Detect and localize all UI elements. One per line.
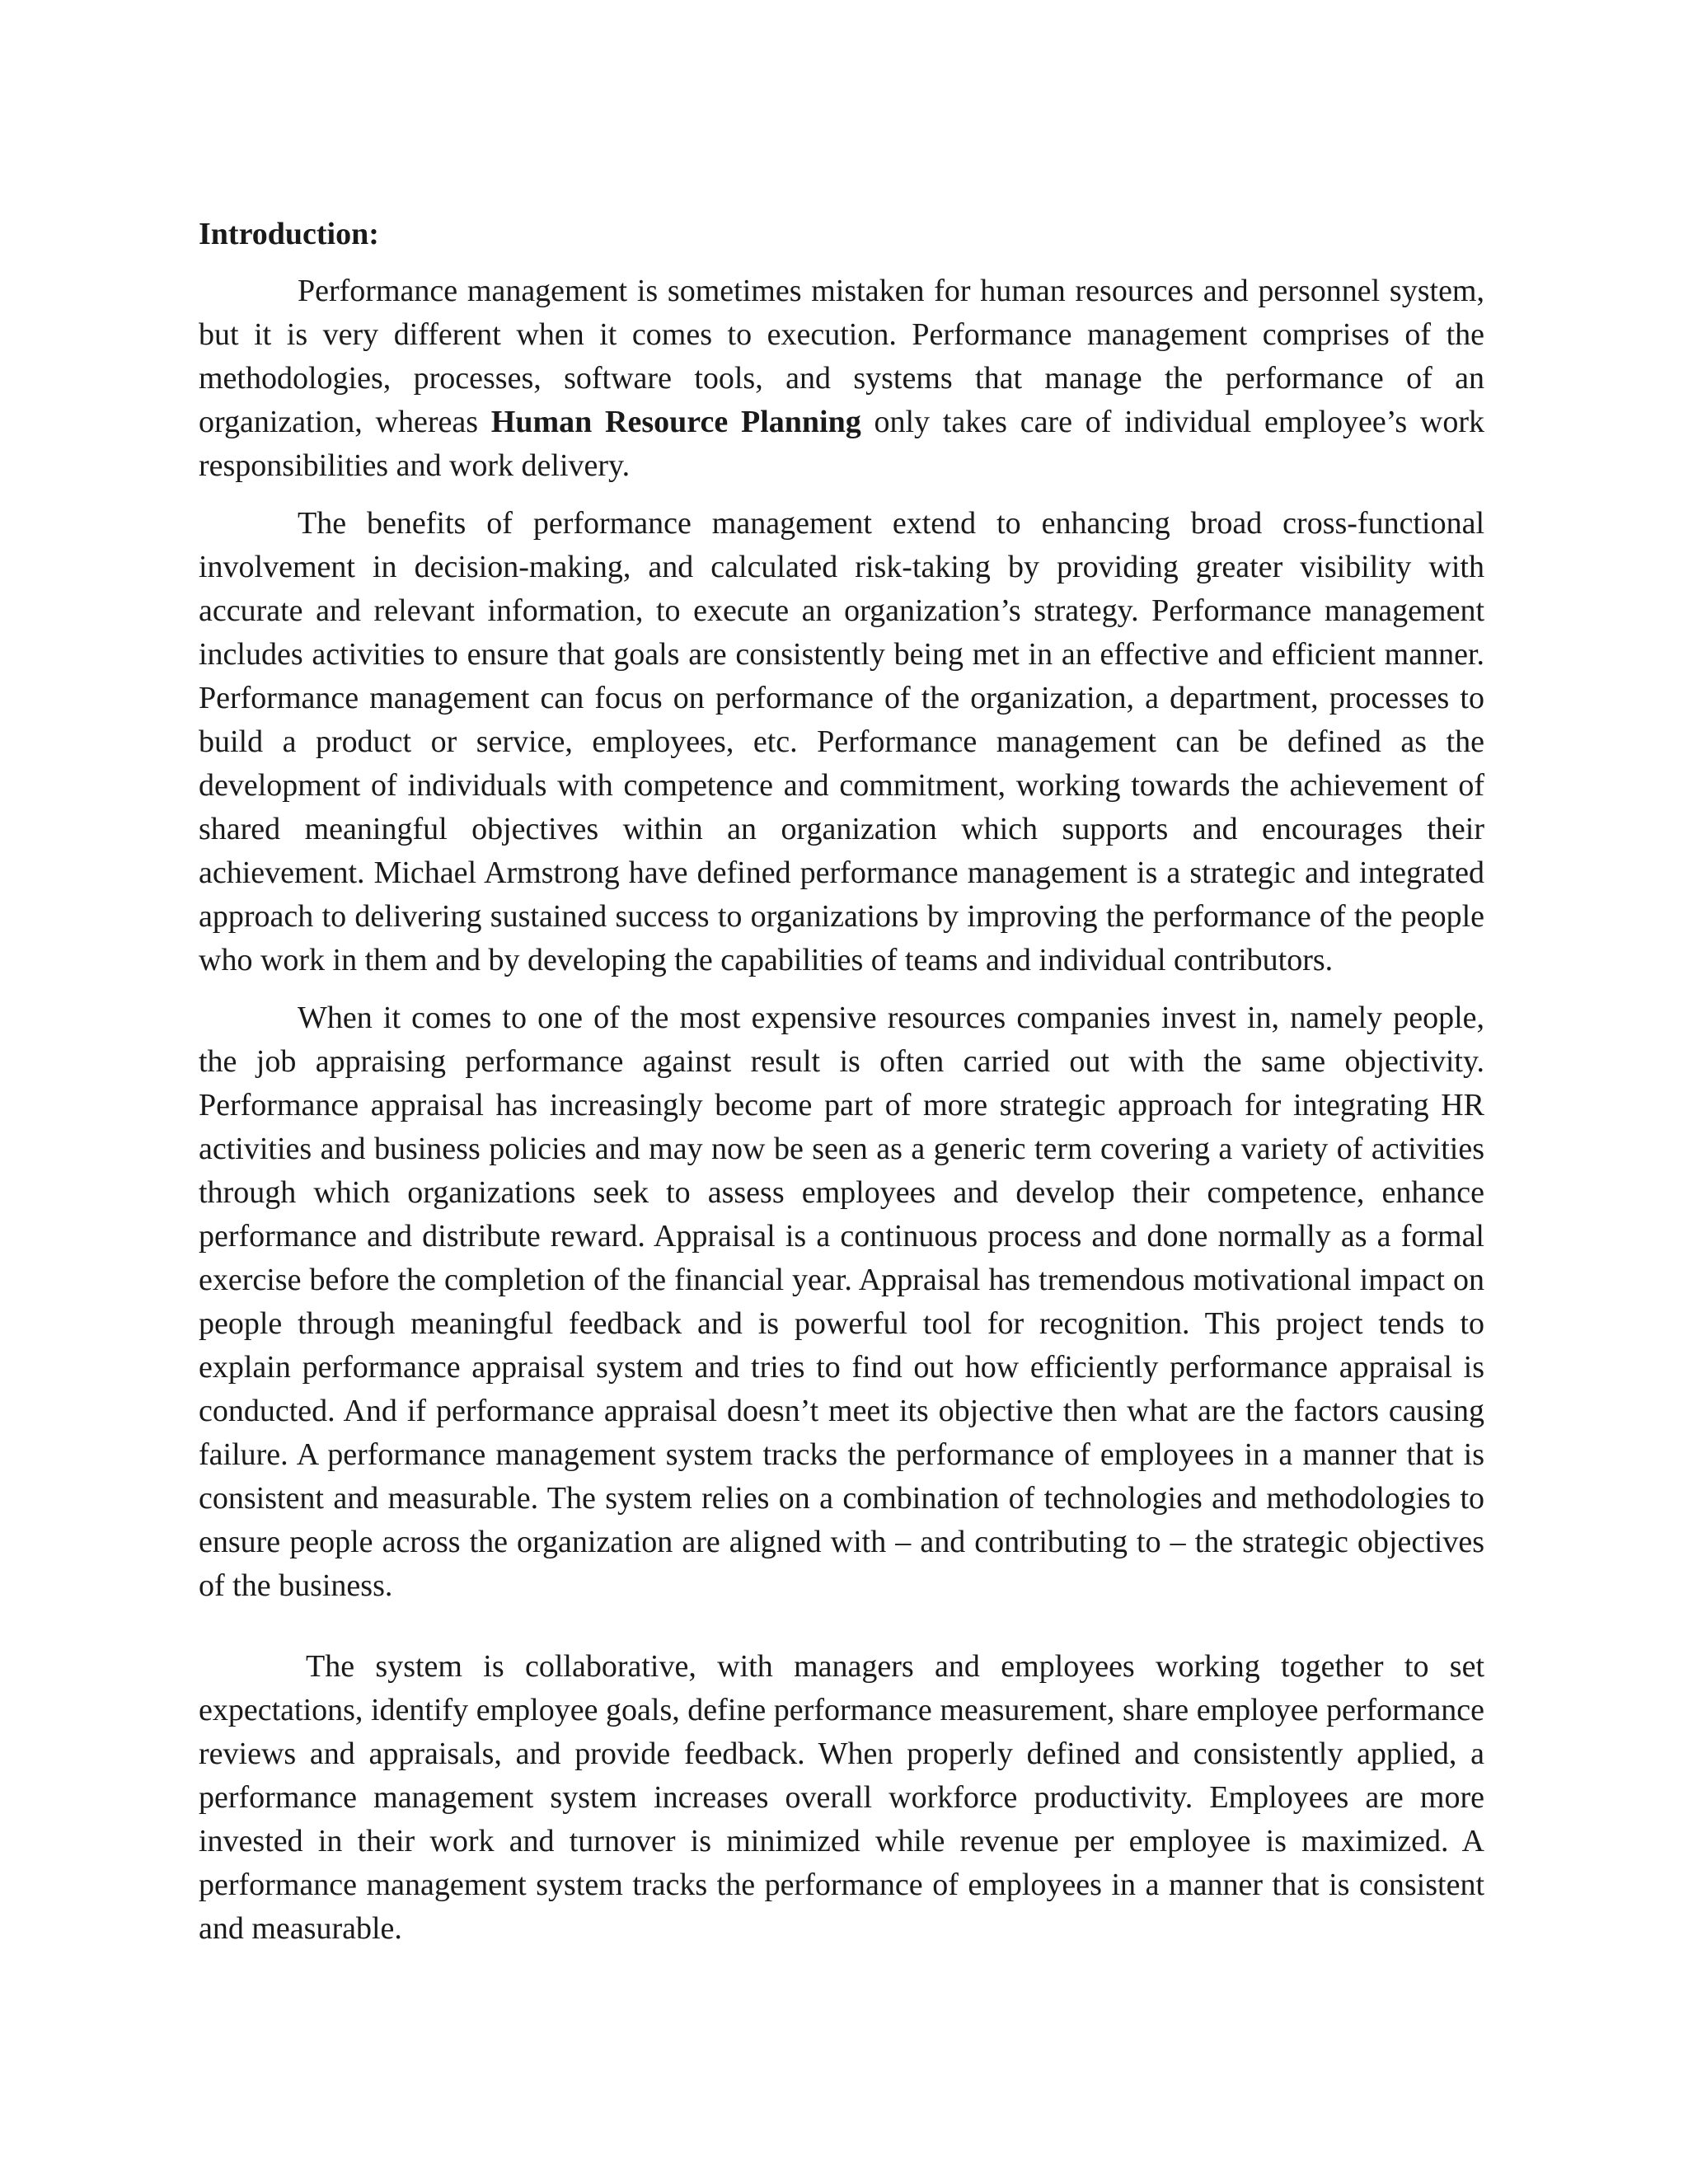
document-body [199,213,1484,1951]
paragraph-introduction-text-start: Performance management is sometimes mistaken for human resources and personnel system, but it is very different when it comes to execution. Performance management comprises of the methodologies, processes, software tools, and systems that manage the performance of an organization, whereas [199,274,1484,439]
paragraph-introduction-text-end: only takes care of individual employee’s work responsibilities and work delivery. [199,405,1484,483]
paragraph-appraisal: When it comes to one of the most expensive resources companies invest in, namely people, the job appraising performance against result is often carried out with the same objectivity. Performance appraisal has increasingly become part of more strategic approach for integrating HR activities and business policies and may now be seen as a generic term covering a variety of activities through which organizations seek to assess employees and develop their competence, enhance performance and distribute reward. Appraisal is a continuous process and done normally as a formal exercise before the completion of the financial year. Appraisal has tremendous motivational impact on people through meaningful feedback and is powerful tool for recognition. This project tends to explain performance appraisal system and tries to find out how efficiently performance appraisal is conducted. And if performance appraisal doesn’t meet its objective then what are the factors causing failure. A performance management system tracks the performance of employees in a manner that is consistent and measurable. The system relies on a combination of technologies and methodologies to ensure people across the organization are aligned with – and contributing to – the strategic objectives of the business. [199,1001,1484,1603]
paragraph-introduction [199,269,1484,488]
bold-term-human-resource-planning: Human Resource Planning [490,405,861,439]
paragraph-system: The system is collaborative, with managers and employees working together to set expectations, identify employee goals, define performance measurement, share employee performance reviews and appraisals, and provide feedback. When properly defined and consistently applied, a performance management system increases overall workforce productivity. Employees are more invested in their work and turnover is minimized while revenue per employee is maximized. A performance management system tracks the performance of employees in a manner that is consistent and measurable. [199,1649,1484,1946]
section-heading: Introduction: [199,217,379,251]
paragraph-benefits: The benefits of performance management extend to enhancing broad cross-functional involvement in decision-making, and calculated risk-taking by providing greater visibility with accurate and relevant information, to execute an organization’s strategy. Performance management includes activities to ensure that goals are consistently being met in an effective and efficient manner. Performance management can focus on performance of the organization, a department, processes to build a product or service, employees, etc. Performance management can be defined as the development of individuals with competence and commitment, working towards the achievement of shared meaningful objectives within an organization which supports and encourages their achievement. Michael Armstrong have defined performance management is a strategic and integrated approach to delivering sustained success to organizations by improving the performance of the people who work in them and by developing the capabilities of teams and individual contributors. [199,506,1484,977]
